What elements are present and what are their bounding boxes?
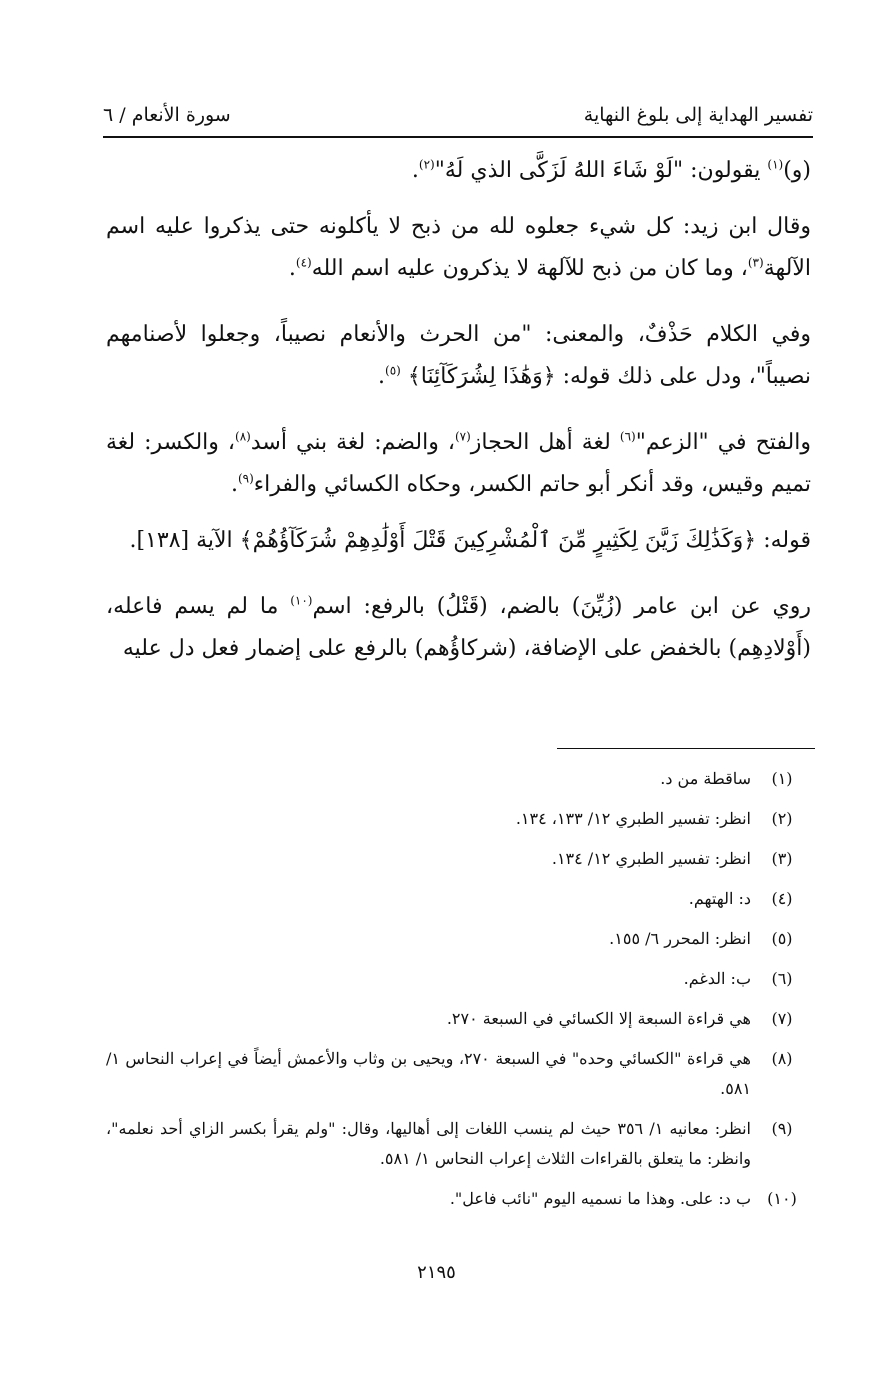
paragraph-3: وفي الكلام حَذْفٌ، والمعنى: "من الحرث والأنعام نصيباً، وجعلوا لأصنامهم نصيباً"، ودل على ذلك قوله: ﴿وَهَٰذَا لِشُرَكَآئِنَا﴾ $^{(٥)}$. (106, 322, 811, 389)
footnote-text: هي قراءة "الكسائي وحده" في السبعة ٢٧٠، ويحيى بن وثاب والأعمش أيضاً في إعراب النحاس ١/ ٥٨١. (106, 1049, 751, 1098)
footnote-ref: (٣) (747, 255, 764, 270)
footnote (106, 1044, 813, 1104)
footnote-separator (557, 748, 815, 749)
footnote-text: هي قراءة السبعة إلا الكسائي في السبعة ٢٧٠. (446, 1009, 751, 1028)
footnote (106, 804, 813, 834)
footnote-text: ب: الدغم. (683, 969, 751, 988)
footnote-number: (٢) (771, 809, 793, 828)
footnote-text: د: الهتهم. (688, 889, 751, 908)
quran-verse: ﴿وَكَذَٰلِكَ زَيَّنَ لِكَثِيرٍ مِّنَ ٱلْمُشْرِكِينَ قَتْلَ أَوْلَٰدِهِمْ شُرَكَآؤُهُمْ﴾ (239, 528, 757, 553)
footnote-number: (٧) (771, 1009, 793, 1028)
quran-verse: ﴿وَهَٰذَا لِشُرَكَآئِنَا﴾ (407, 364, 556, 389)
footnote-text: ساقطة من د. (660, 769, 751, 788)
footnote (106, 964, 813, 994)
quoted-phrase: لَوْ شَاءَ اللهُ لَزَكَّى الذي لَهُ (444, 158, 674, 183)
footnote-number: (٨) (771, 1049, 793, 1068)
page-number: ٢١٩٥ (417, 1262, 456, 1283)
surah-title: سورة الأنعام / ٦ (103, 104, 231, 126)
footnote-number: (٣) (771, 849, 793, 868)
footnote-ref: (١) (767, 157, 784, 172)
footnote (106, 764, 813, 794)
footnote-number: (٥) (771, 929, 793, 948)
footnote-number: (١٠) (767, 1189, 797, 1208)
running-header (103, 100, 813, 130)
footnote (106, 924, 813, 954)
footnote-number: (١) (771, 769, 793, 788)
paragraph-1: (و)$^{(١)}$ يقولون: "لَوْ شَاءَ اللهُ لَزَكَّى الذي لَهُ"$^{(٢)}$. (411, 157, 811, 183)
footnote-ref: (٢) (418, 157, 435, 172)
footnote-text: انظر: تفسير الطبري ١٢/ ١٣٣، ١٣٤. (515, 809, 751, 828)
header-rule (103, 136, 813, 138)
footnote (106, 844, 813, 874)
footnote-ref: (٤) (295, 255, 312, 270)
footnote-ref: (٦) (619, 429, 636, 444)
footnote (106, 884, 813, 914)
footnote-ref: (٩) (237, 471, 254, 486)
paragraph-6: روي عن ابن عامر (زُيِّنَ) بالضم، (قَتْلُ) بالرفع: اسم$^{(١٠)}$ ما لم يسم فاعله، (أَوْلادِهِم) بالخفض على الإضافة، (شركاؤُهم) بالرفع على إضمار فعل دل عليه (106, 593, 811, 661)
footnote-number: (٦) (771, 969, 793, 988)
footnote-ref: (١٠) (290, 593, 313, 608)
footnotes (106, 764, 813, 1224)
paragraph-2: وقال ابن زيد: كل شيء جعلوه لله من ذبح لا يأكلونه حتى يذكروا عليه اسم الآلهة$^{(٣)}$، وما كان من ذبح للآلهة لا يذكرون عليه اسم الله$^{(٤)}$. (106, 214, 811, 281)
footnote-text: انظر: تفسير الطبري ١٢/ ١٣٤. (551, 849, 751, 868)
book-title: تفسير الهداية إلى بلوغ النهاية (583, 104, 813, 126)
footnote-ref: (٥) (385, 363, 401, 378)
footnote-number: (٤) (771, 889, 793, 908)
footnote-ref: (٨) (235, 429, 251, 444)
footnote-ref: (٧) (454, 429, 471, 444)
footnote (106, 1004, 813, 1034)
footnote-text: انظر: معانيه ١/ ٣٥٦ حيث لم ينسب اللغات إلى أهاليها، وقال: "ولم يقرأ بكسر الزاي أحد نعلمه"، وانظر: ما يتعلق بالقراءات الثلاث إعراب النحاس ١/ ٥٨١. (106, 1119, 751, 1168)
footnote-number: (٩) (771, 1119, 793, 1138)
footnote-text: ب د: على. وهذا ما نسميه اليوم "نائب فاعل". (449, 1189, 751, 1208)
footnote (106, 1184, 813, 1214)
paragraph-4: والفتح في "الزعم"$^{(٦)}$ لغة أهل الحجاز$^{(٧)}$، والضم: لغة بني أسد$^{(٨)}$، والكسر: لغة تميم وقيس، وقد أنكر أبو حاتم الكسر، وحكاه الكسائي والفراء$^{(٩)}$. (106, 429, 811, 497)
footnote (106, 1114, 813, 1174)
paragraph-5: قوله: ﴿وَكَذَٰلِكَ زَيَّنَ لِكَثِيرٍ مِّنَ ٱلْمُشْرِكِينَ قَتْلَ أَوْلَٰدِهِمْ شُرَكَآؤُهُمْ﴾ الآية [١٣٨]. (129, 528, 811, 553)
footnote-text: انظر: المحرر ٦/ ١٥٥. (609, 929, 751, 948)
main-text (106, 150, 811, 694)
